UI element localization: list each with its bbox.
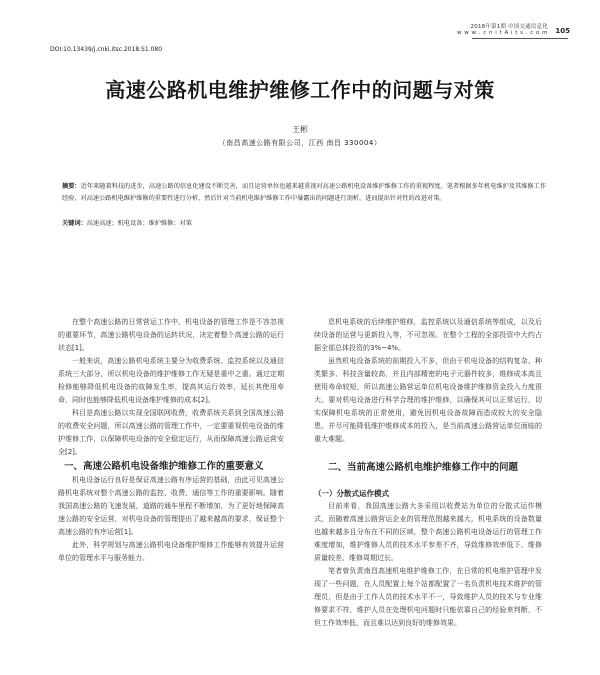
keywords-text: 高速高速；机电设备；维护维修；对策 bbox=[86, 220, 192, 227]
affiliation: （南昌高速公路有限公司，江西 南昌 330004） bbox=[218, 139, 382, 147]
subsection-heading: （一）分散式运作模式 bbox=[314, 489, 389, 498]
paragraph: 虽然机电设备系统的前期投入不多，但由于机电设备的结构复杂、种类繁多、科技含量较高，并且内部精密的电子元器件较多，维修成本高且使用寿命较短，所以高速公路营运单位机电设备维护维修资金投入力度很大。要对机电设备进行科学合理的维护维修，以确保其可以正常运行，切实保障机电系统的正常使用，避免因机电设备故障而造成较大的安全隐患，并尽可能降低维护维修成本的投入，是当前高速公路营运单位面临的重大难题。 bbox=[314, 357, 542, 443]
section-heading-2: 二、当前高速公路机电维护维修工作中的问题 bbox=[328, 462, 519, 473]
keywords bbox=[62, 218, 546, 227]
paragraph: 一般来说，高速公路机电系统主要分为收费系统、监控系统以及通信系统三大部分，所以机电设备的维护维修工作无疑是重中之重。通过定期检修能够降低机电设备的故障发生率，提高其运行效率，延长其使用寿命，同时也能够降低机电设备维护维修的成本[2]。 bbox=[58, 357, 284, 404]
left-column bbox=[58, 316, 284, 565]
paragraph: 科目是高速公路以实现全国联网收费，收费系统关系到全国高速公路的收费安全问题，所以高速公路的管理工作中，一定要重视机电设备的维护维修工作，以保障机电设备的安全稳定运行，从而保障高速公路运营安全[2]。 bbox=[58, 409, 284, 456]
journal-website: w w w . c n i t A i t s . c o m bbox=[457, 30, 548, 36]
paragraph: 笔者曾负责南昌高速机电维护维修工作，在日常的机电维护管理中发现了一些问题，在人员配置上每个站都配置了一名负责机电技术维护的管理员，但是由于工作人员的技术水平不一，导致维护人员的技术与专业维修要求不符，维护人员在处理机电问题时只能依靠自己的经验来判断，不但工作效率低，而且难以达到良好的维修效果。 bbox=[314, 567, 542, 627]
abstract-label: 摘要： bbox=[62, 183, 81, 190]
doi: DOI:10.13439/j.cnki.itsc.2018.S1.080 bbox=[50, 46, 163, 53]
journal-header: 2018年第1期 中国交通信息化 bbox=[470, 24, 548, 30]
keywords-label: 关键词： bbox=[62, 220, 87, 227]
paragraph: 息机电系统的后续维护维修，监控系统以及通信系统等组成，以及后续设备的运营与更新投入等，不可忽视。在整个工程的全部投资中大约占据全部总体投资的3%~4%。 bbox=[314, 318, 542, 352]
abstract bbox=[62, 181, 546, 204]
paragraph: 在整个高速公路的日常营运工作中，机电设备的管理工作是不容忽视的重要环节，高速公路机电设备的运转状况，决定着整个高速公路的运行状态[1]。 bbox=[58, 318, 284, 352]
author: 王彬 bbox=[292, 125, 308, 134]
paragraph: 目前来看，我国高速公路大多采用以收费站为单位的分散式运作模式，而随着高速公路营运企业的管理范围越来越大，机电系统的设备数量也越来越多且分布在不同的区域，整个高速公路机电设备运行的管理工作难度增加，维护维修人员的技术水平参差不齐，导致维修效率低下、维修质量较差、维修周期过长。 bbox=[314, 502, 542, 562]
page-number: 105 bbox=[555, 27, 570, 35]
paragraph: 机电设备运行良好是保证高速公路有序运营的基础，由此可见高速公路机电系统对整个高速公路的监控、收费、通信等工作的重要影响。随着我国高速公路的飞速发展，道路的通车里程不断增加，为了更好地保障高速公路的安全运营，对机电设备的管理提出了越来越高的要求，保证整个高速公路的有序运营[1]。 bbox=[58, 476, 284, 536]
abstract-text: 近年来随着科技的进步，高速公路的信息化建设不断完善，而且运营单位也越来越重视对高速公路机电设备维护维修工作的重视程度。笔者根据多年机电维护及其维修工作经验，对高速公路机电维护维修的重要性进行分析，然后针对当前机电维护维修工作中暴露出的问题进行剖析，进而提出针对性的改进对策。 bbox=[62, 183, 547, 202]
section-heading-1: 一、高速公路机电设备维护维修工作的重要意义 bbox=[64, 461, 264, 472]
paragraph: 此外，科学规划与高速公路机电设备维护维修工作能够有效提升运营单位的管理水平与服务能力。 bbox=[58, 541, 284, 562]
header-rule bbox=[472, 38, 568, 39]
right-column bbox=[314, 316, 542, 630]
paper-title: 高速公路机电维护维修工作中的问题与对策 bbox=[105, 78, 495, 102]
